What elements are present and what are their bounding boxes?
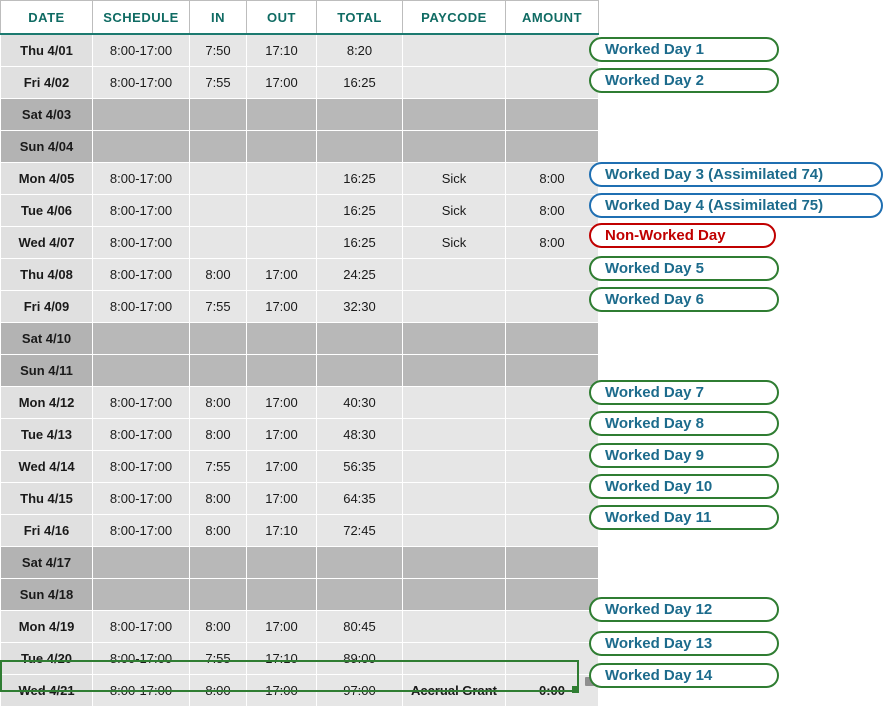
cell-out[interactable]: 17:00 bbox=[247, 483, 317, 515]
cell-out[interactable]: 17:00 bbox=[247, 611, 317, 643]
cell-schedule[interactable]: 8:00-17:00 bbox=[93, 227, 190, 259]
cell-paycode[interactable]: Sick bbox=[403, 163, 506, 195]
cell-paycode[interactable] bbox=[403, 483, 506, 515]
annotation-callout: Worked Day 5 bbox=[589, 256, 779, 281]
cell-amount[interactable] bbox=[506, 643, 599, 675]
annotation-callout: Worked Day 8 bbox=[589, 411, 779, 436]
cell-total[interactable] bbox=[317, 355, 403, 387]
cell-paycode[interactable] bbox=[403, 355, 506, 387]
cell-schedule[interactable]: 8:00-17:00 bbox=[93, 611, 190, 643]
cell-schedule[interactable]: 8:00-17:00 bbox=[93, 451, 190, 483]
annotation-callout: Worked Day 13 bbox=[589, 631, 779, 656]
cell-total[interactable]: 24:25 bbox=[317, 259, 403, 291]
cell-amount[interactable] bbox=[506, 515, 599, 547]
cell-in[interactable]: 8:00 bbox=[190, 419, 247, 451]
cell-in[interactable] bbox=[190, 579, 247, 611]
cell-schedule[interactable]: 8:00-17:00 bbox=[93, 419, 190, 451]
cell-paycode[interactable] bbox=[403, 67, 506, 99]
cell-out[interactable]: 17:10 bbox=[247, 643, 317, 675]
cell-date[interactable]: Wed 4/14 bbox=[1, 451, 93, 483]
cell-amount[interactable] bbox=[506, 387, 599, 419]
table-row[interactable] bbox=[1, 419, 599, 451]
annotation-callout: Worked Day 6 bbox=[589, 287, 779, 312]
cell-out[interactable] bbox=[247, 195, 317, 227]
cell-schedule[interactable] bbox=[93, 99, 190, 131]
cell-schedule[interactable]: 8:00-17:00 bbox=[93, 515, 190, 547]
table-row[interactable] bbox=[1, 195, 599, 227]
cell-date[interactable]: Mon 4/19 bbox=[1, 611, 93, 643]
cell-paycode[interactable] bbox=[403, 579, 506, 611]
cell-date[interactable]: Thu 4/08 bbox=[1, 259, 93, 291]
cell-date[interactable]: Tue 4/06 bbox=[1, 195, 93, 227]
cell-amount[interactable] bbox=[506, 259, 599, 291]
cell-out[interactable]: 17:00 bbox=[247, 675, 317, 707]
cell-in[interactable]: 7:55 bbox=[190, 643, 247, 675]
cell-amount[interactable]: 0:00 bbox=[506, 675, 599, 707]
table-header-row bbox=[1, 1, 599, 35]
cell-in[interactable] bbox=[190, 163, 247, 195]
cell-date[interactable]: Sat 4/17 bbox=[1, 547, 93, 579]
cell-total[interactable]: 64:35 bbox=[317, 483, 403, 515]
cell-paycode[interactable] bbox=[403, 387, 506, 419]
cell-out[interactable]: 17:00 bbox=[247, 451, 317, 483]
cell-date[interactable]: Sat 4/03 bbox=[1, 99, 93, 131]
cell-out[interactable] bbox=[247, 547, 317, 579]
cell-total[interactable]: 32:30 bbox=[317, 291, 403, 323]
cell-date[interactable]: Fri 4/09 bbox=[1, 291, 93, 323]
cell-out[interactable] bbox=[247, 131, 317, 163]
cell-paycode[interactable]: Sick bbox=[403, 195, 506, 227]
column-header-out[interactable]: OUT bbox=[247, 1, 317, 35]
annotation-callout: Worked Day 2 bbox=[589, 68, 779, 93]
cell-date[interactable]: Wed 4/07 bbox=[1, 227, 93, 259]
cell-paycode[interactable] bbox=[403, 323, 506, 355]
cell-schedule[interactable] bbox=[93, 547, 190, 579]
table-row[interactable] bbox=[1, 611, 599, 643]
cell-paycode[interactable] bbox=[403, 131, 506, 163]
cell-total[interactable]: 72:45 bbox=[317, 515, 403, 547]
cell-amount[interactable] bbox=[506, 355, 599, 387]
cell-date[interactable]: Tue 4/13 bbox=[1, 419, 93, 451]
annotation-callout: Worked Day 12 bbox=[589, 597, 779, 622]
cell-amount[interactable]: 8:00 bbox=[506, 227, 599, 259]
cell-out[interactable] bbox=[247, 355, 317, 387]
cell-schedule[interactable] bbox=[93, 323, 190, 355]
table-row[interactable] bbox=[1, 547, 599, 579]
cell-schedule[interactable] bbox=[93, 579, 190, 611]
cell-schedule[interactable]: 8:00-17:00 bbox=[93, 291, 190, 323]
cell-paycode[interactable] bbox=[403, 547, 506, 579]
column-header-total[interactable]: TOTAL bbox=[317, 1, 403, 35]
table-row[interactable] bbox=[1, 451, 599, 483]
cell-in[interactable]: 8:00 bbox=[190, 611, 247, 643]
annotation-callout: Worked Day 11 bbox=[589, 505, 779, 530]
table-row[interactable] bbox=[1, 483, 599, 515]
cell-paycode[interactable]: Sick bbox=[403, 227, 506, 259]
cell-paycode[interactable] bbox=[403, 451, 506, 483]
table-row[interactable] bbox=[1, 227, 599, 259]
cell-amount[interactable] bbox=[506, 483, 599, 515]
cell-in[interactable]: 7:50 bbox=[190, 34, 247, 67]
cell-paycode[interactable] bbox=[403, 611, 506, 643]
cell-total[interactable]: 16:25 bbox=[317, 195, 403, 227]
cell-in[interactable]: 8:00 bbox=[190, 675, 247, 707]
cell-amount[interactable] bbox=[506, 67, 599, 99]
cell-out[interactable]: 17:00 bbox=[247, 67, 317, 99]
cell-amount[interactable] bbox=[506, 547, 599, 579]
cell-total[interactable] bbox=[317, 547, 403, 579]
cell-date[interactable]: Mon 4/05 bbox=[1, 163, 93, 195]
cell-in[interactable] bbox=[190, 99, 247, 131]
table-row[interactable] bbox=[1, 579, 599, 611]
cell-total[interactable]: 8:20 bbox=[317, 34, 403, 67]
cell-date[interactable]: Fri 4/16 bbox=[1, 515, 93, 547]
cell-date[interactable]: Thu 4/15 bbox=[1, 483, 93, 515]
cell-amount[interactable] bbox=[506, 131, 599, 163]
cell-amount[interactable] bbox=[506, 99, 599, 131]
cell-amount[interactable] bbox=[506, 419, 599, 451]
cell-date[interactable]: Sat 4/10 bbox=[1, 323, 93, 355]
cell-in[interactable] bbox=[190, 195, 247, 227]
cell-in[interactable]: 8:00 bbox=[190, 515, 247, 547]
table-row[interactable] bbox=[1, 163, 599, 195]
cell-paycode[interactable]: Accrual Grant bbox=[403, 675, 506, 707]
cell-paycode[interactable] bbox=[403, 259, 506, 291]
cell-total[interactable]: 89:00 bbox=[317, 643, 403, 675]
table-row[interactable] bbox=[1, 259, 599, 291]
annotation-callout: Worked Day 3 (Assimilated 74) bbox=[589, 162, 883, 187]
cell-date[interactable]: Sun 4/18 bbox=[1, 579, 93, 611]
cell-in[interactable]: 8:00 bbox=[190, 483, 247, 515]
column-header-schedule[interactable]: SCHEDULE bbox=[93, 1, 190, 35]
cell-paycode[interactable] bbox=[403, 515, 506, 547]
cell-amount[interactable] bbox=[506, 579, 599, 611]
table-row[interactable] bbox=[1, 355, 599, 387]
cell-total[interactable]: 97:00 bbox=[317, 675, 403, 707]
cell-amount[interactable] bbox=[506, 451, 599, 483]
cell-total[interactable]: 80:45 bbox=[317, 611, 403, 643]
cell-out[interactable]: 17:00 bbox=[247, 419, 317, 451]
column-header-date[interactable]: DATE bbox=[1, 1, 93, 35]
cell-schedule[interactable]: 8:00-17:00 bbox=[93, 259, 190, 291]
annotation-callout: Worked Day 14 bbox=[589, 663, 779, 688]
cell-out[interactable]: 17:10 bbox=[247, 34, 317, 67]
cell-total[interactable]: 56:35 bbox=[317, 451, 403, 483]
cell-date[interactable]: Wed 4/21 bbox=[1, 675, 93, 707]
cell-out[interactable]: 17:10 bbox=[247, 515, 317, 547]
cell-total[interactable]: 16:25 bbox=[317, 163, 403, 195]
cell-date[interactable]: Sun 4/11 bbox=[1, 355, 93, 387]
column-header-in[interactable]: IN bbox=[190, 1, 247, 35]
annotation-callout: Worked Day 4 (Assimilated 75) bbox=[589, 193, 883, 218]
cell-total[interactable]: 16:25 bbox=[317, 67, 403, 99]
cell-paycode[interactable] bbox=[403, 99, 506, 131]
cell-schedule[interactable]: 8:00-17:00 bbox=[93, 34, 190, 67]
cell-amount[interactable] bbox=[506, 34, 599, 67]
cell-amount[interactable]: 8:00 bbox=[506, 195, 599, 227]
cell-schedule[interactable]: 8:00-17:00 bbox=[93, 675, 190, 707]
cell-date[interactable]: Sun 4/04 bbox=[1, 131, 93, 163]
table-row[interactable] bbox=[1, 675, 599, 707]
table-row[interactable] bbox=[1, 643, 599, 675]
cell-schedule[interactable]: 8:00-17:00 bbox=[93, 387, 190, 419]
cell-paycode[interactable] bbox=[403, 291, 506, 323]
cell-paycode[interactable] bbox=[403, 419, 506, 451]
cell-out[interactable]: 17:00 bbox=[247, 291, 317, 323]
cell-out[interactable] bbox=[247, 323, 317, 355]
column-header-amount[interactable]: AMOUNT bbox=[506, 1, 599, 35]
table-row[interactable] bbox=[1, 291, 599, 323]
table-row[interactable] bbox=[1, 99, 599, 131]
table-row[interactable] bbox=[1, 323, 599, 355]
annotation-callout: Worked Day 10 bbox=[589, 474, 779, 499]
annotation-callout: Worked Day 9 bbox=[589, 443, 779, 468]
cell-in[interactable]: 7:55 bbox=[190, 451, 247, 483]
cell-in[interactable] bbox=[190, 131, 247, 163]
cell-date[interactable]: Fri 4/02 bbox=[1, 67, 93, 99]
cell-in[interactable]: 8:00 bbox=[190, 387, 247, 419]
cell-out[interactable] bbox=[247, 99, 317, 131]
cell-out[interactable]: 17:00 bbox=[247, 259, 317, 291]
cell-total[interactable] bbox=[317, 131, 403, 163]
table-row[interactable] bbox=[1, 34, 599, 67]
table-body bbox=[1, 34, 599, 707]
cell-amount[interactable] bbox=[506, 611, 599, 643]
cell-out[interactable] bbox=[247, 579, 317, 611]
cell-schedule[interactable] bbox=[93, 355, 190, 387]
cell-in[interactable]: 7:55 bbox=[190, 291, 247, 323]
cell-schedule[interactable]: 8:00-17:00 bbox=[93, 67, 190, 99]
cell-date[interactable]: Thu 4/01 bbox=[1, 34, 93, 67]
cell-total[interactable]: 48:30 bbox=[317, 419, 403, 451]
table-row[interactable] bbox=[1, 387, 599, 419]
cell-out[interactable] bbox=[247, 227, 317, 259]
table-row[interactable] bbox=[1, 67, 599, 99]
cell-out[interactable]: 17:00 bbox=[247, 387, 317, 419]
cell-in[interactable] bbox=[190, 323, 247, 355]
cell-total[interactable] bbox=[317, 99, 403, 131]
selection-fill-handle[interactable] bbox=[572, 686, 579, 693]
cell-in[interactable] bbox=[190, 355, 247, 387]
cell-schedule[interactable]: 8:00-17:00 bbox=[93, 195, 190, 227]
cell-date[interactable]: Mon 4/12 bbox=[1, 387, 93, 419]
cell-schedule[interactable] bbox=[93, 131, 190, 163]
annotation-callout: Worked Day 7 bbox=[589, 380, 779, 405]
cell-schedule[interactable]: 8:00-17:00 bbox=[93, 643, 190, 675]
annotation-callout: Worked Day 1 bbox=[589, 37, 779, 62]
table-row[interactable] bbox=[1, 131, 599, 163]
cell-in[interactable]: 7:55 bbox=[190, 67, 247, 99]
cell-paycode[interactable] bbox=[403, 34, 506, 67]
cell-in[interactable] bbox=[190, 227, 247, 259]
table-row[interactable] bbox=[1, 515, 599, 547]
cell-in[interactable]: 8:00 bbox=[190, 259, 247, 291]
cell-schedule[interactable]: 8:00-17:00 bbox=[93, 163, 190, 195]
cell-amount[interactable] bbox=[506, 291, 599, 323]
cell-amount[interactable] bbox=[506, 323, 599, 355]
cell-amount[interactable]: 8:00 bbox=[506, 163, 599, 195]
cell-paycode[interactable] bbox=[403, 643, 506, 675]
cell-date[interactable]: Tue 4/20 bbox=[1, 643, 93, 675]
cell-out[interactable] bbox=[247, 163, 317, 195]
annotation-callout: Non-Worked Day bbox=[589, 223, 776, 248]
cell-schedule[interactable]: 8:00-17:00 bbox=[93, 483, 190, 515]
column-header-paycode[interactable]: PAYCODE bbox=[403, 1, 506, 35]
cell-in[interactable] bbox=[190, 547, 247, 579]
cell-total[interactable] bbox=[317, 579, 403, 611]
cell-total[interactable]: 40:30 bbox=[317, 387, 403, 419]
cell-total[interactable] bbox=[317, 323, 403, 355]
cell-total[interactable]: 16:25 bbox=[317, 227, 403, 259]
